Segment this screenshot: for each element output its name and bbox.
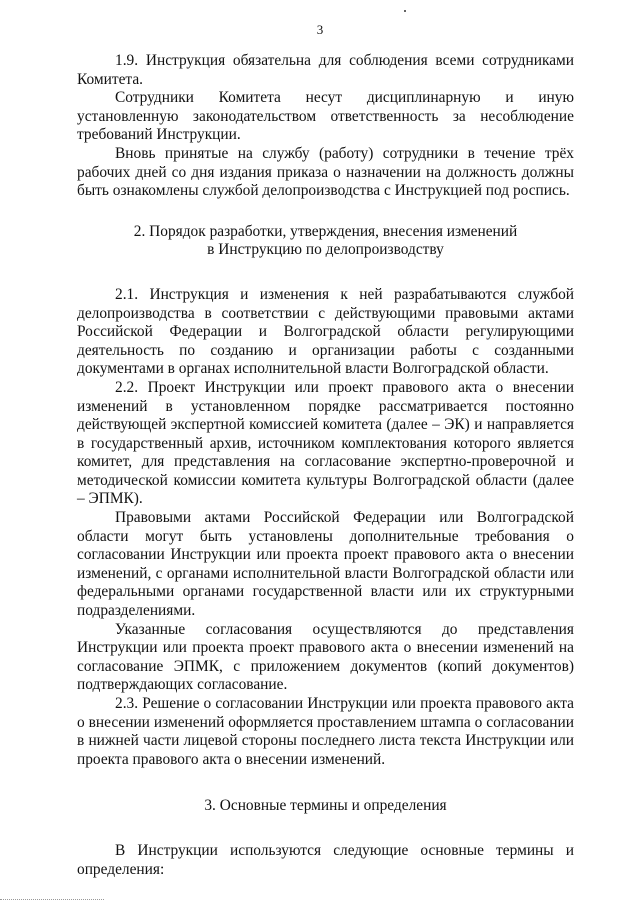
section-3-heading: 3. Основные термины и определения (204, 797, 447, 815)
paragraph-legal-acts: Правовыми актами Российской Федерации или Волгоградской области могут быть установлены дополнительные требования о согласовании Инструкции или проекта проект правового акта о внесении изменений, с органами исполнительной власти Волгоградской области или федеральными органами государственной власти или их структурными подразделениями. (77, 509, 574, 620)
section-2-title-line2: в Инструкцию по делопроизводству (207, 241, 444, 259)
section-2-heading (77, 223, 574, 260)
page-number: 3 (316, 22, 324, 37)
paragraph-2-2: 2.2. Проект Инструкции или проект правового акта о внесении изменений в установленном порядке рассматривается постоянно действующей экспертной комиссией комитета (далее – ЭК) и направляется в государственный архив, источником комплектования которого является комитет, для представления на согласование экспертно-проверочной и методической комиссии комитета культуры Волгоградской области (далее – ЭПМК). (77, 378, 574, 508)
paragraph-terms-intro: В Инструкции используются следующие основные термины и определения: (77, 841, 574, 878)
paragraph-approvals: Указанные согласования осуществляются до представления Инструкции или проекта проект правового акта о внесении изменений на согласование ЭПМК, с приложением документов (копий документов) подтверждающих согласование. (77, 620, 574, 694)
scan-speck (404, 10, 406, 12)
section-2-title-line1: 2. Порядок разработки, утверждения, внесения изменений (133, 222, 518, 240)
document-body (77, 52, 574, 879)
paragraph-2-3: 2.3. Решение о согласовании Инструкции или проекта правового акта о внесении изменений оформляется проставлением штампа о согласовании в нижней части лицевой стороны последнего листа текста Инструкции или проекта правового акта о внесении изменений. (77, 695, 574, 768)
paragraph-new-employees: Вновь принятые на службу (работу) сотрудники в течение трёх рабочих дней со дня издания приказа о назначении на должность должны быть ознакомлены службой делопроизводства с Инструкцией под роспись. (77, 144, 574, 200)
paragraph-2-1: 2.1. Инструкция и изменения к ней разрабатываются службой делопроизводства в соответствии с действующими правовыми актами Российской Федерации и Волгоградской области регулирующими деятельность по созданию и организации работы с созданными документами в органах исполнительной власти Волгоградской области. (77, 285, 574, 378)
paragraph-1-9: 1.9. Инструкция обязательна для соблюдения всеми сотрудниками Комитета. (77, 52, 574, 88)
paragraph-responsibility: Сотрудники Комитета несут дисциплинарную и иную установленную законодательством ответственность за несоблюдение требований Инструкции. (77, 89, 574, 144)
footer-divider (0, 899, 104, 900)
